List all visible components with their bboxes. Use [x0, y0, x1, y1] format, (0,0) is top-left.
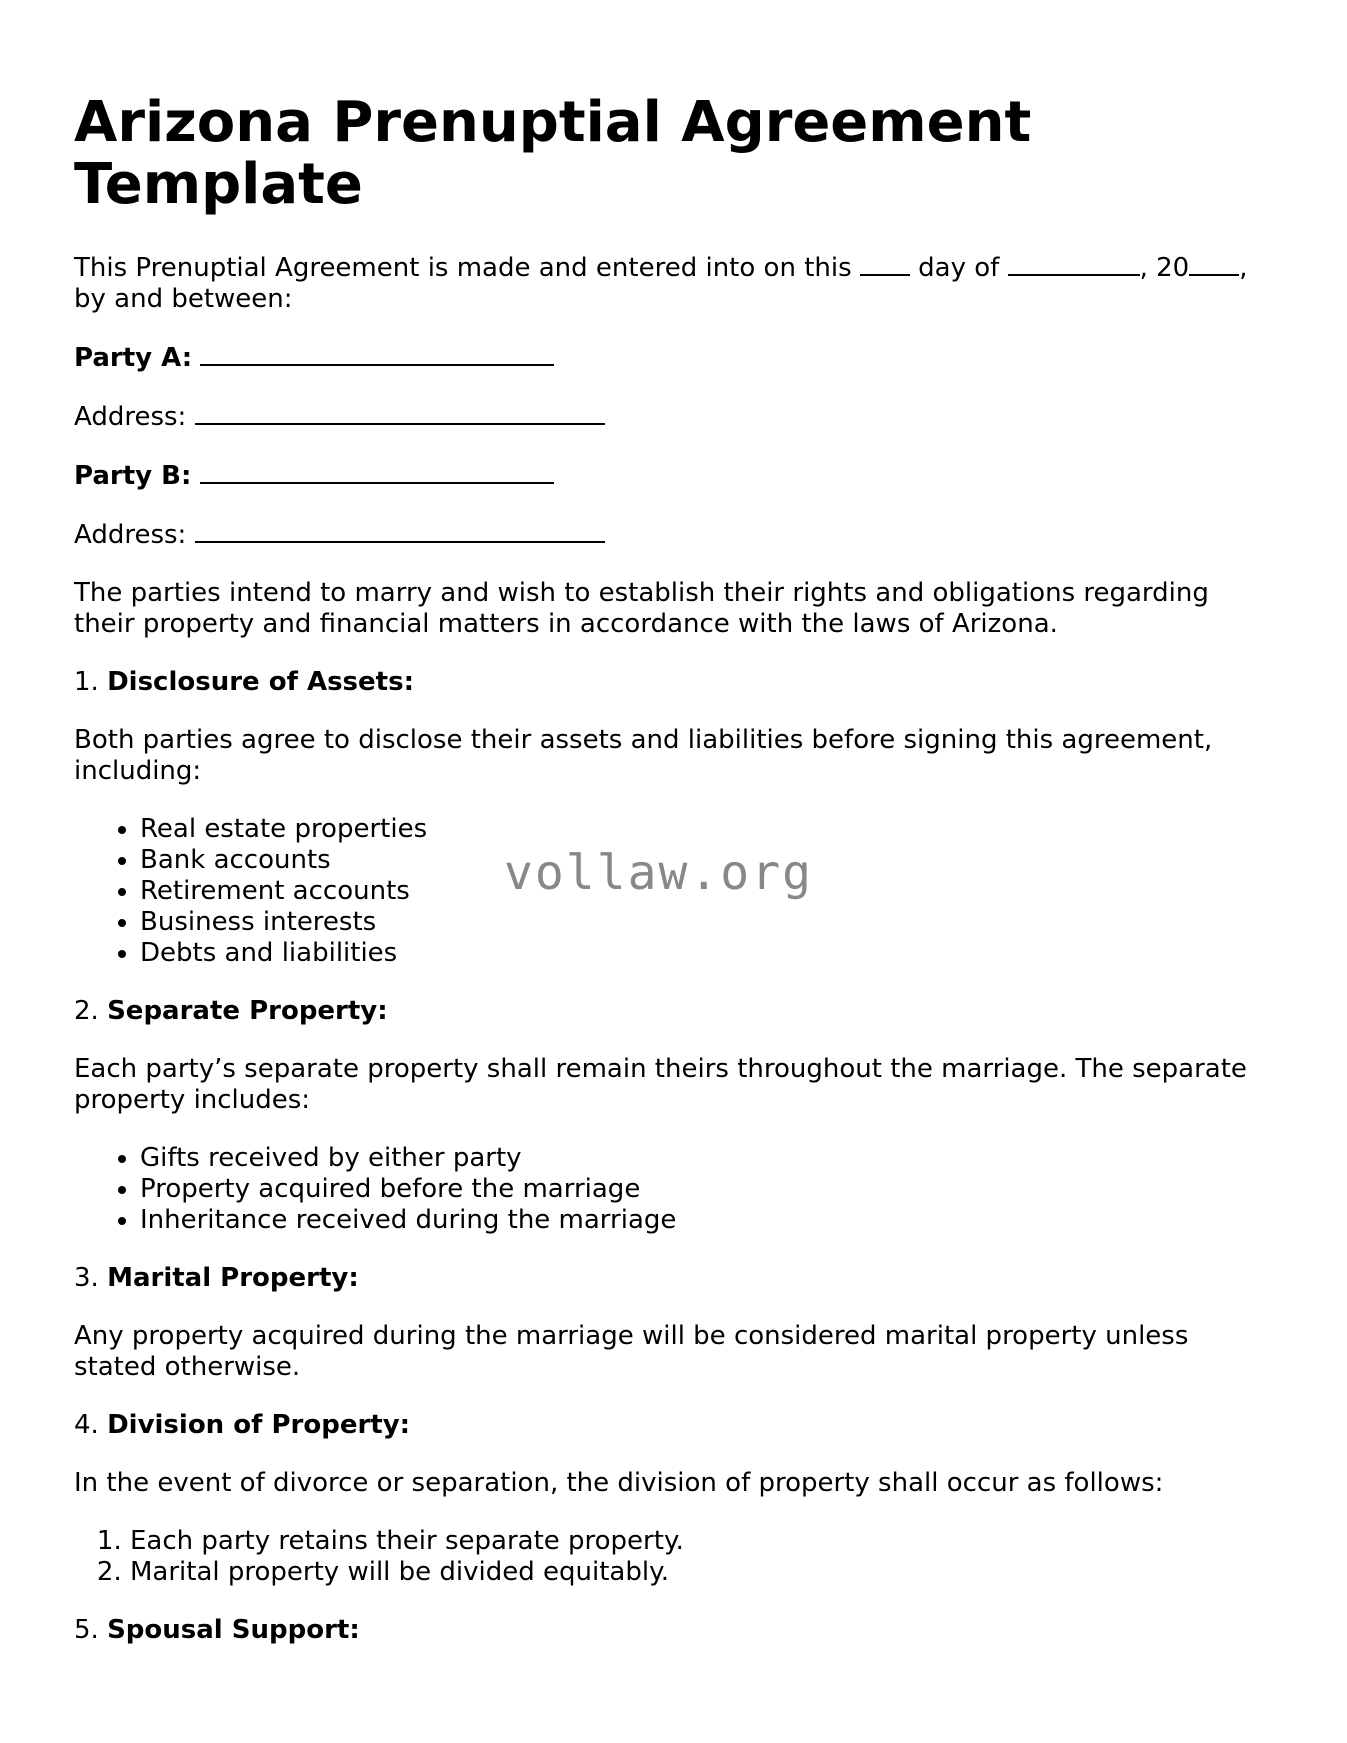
section-4-heading — [74, 1410, 1274, 1441]
watermark: vollaw.org — [504, 845, 813, 901]
list-item: • Property acquired before the marriage — [140, 1174, 1274, 1205]
list-item: • Gifts received by either party — [140, 1143, 1274, 1174]
month-blank[interactable] — [1008, 252, 1140, 276]
intro-text-3: , 20 — [1139, 253, 1190, 283]
section-3-body: Any property acquired during the marriage will be considered marital property unless stated otherwise. — [74, 1321, 1189, 1382]
purpose-paragraph: The parties intend to marry and wish to establish their rights and obligations regarding their property and financial matters in accordance with the laws of Arizona. — [74, 578, 1209, 639]
party-a-blank[interactable] — [200, 342, 554, 366]
section-number: 1. — [74, 667, 99, 697]
party-a-address-label: Address: — [74, 402, 187, 432]
list-item: 1. Each party retains their separate property. — [130, 1526, 1274, 1557]
section-number: 2. — [74, 996, 99, 1026]
section-3-heading — [74, 1263, 1274, 1294]
intro-text-4: , — [1239, 253, 1248, 283]
section-number: 3. — [74, 1263, 99, 1293]
intro-text-2: day of — [918, 253, 1000, 283]
party-b-label: Party B: — [74, 461, 192, 491]
party-a-line — [74, 342, 1274, 374]
list-item: • Real estate properties — [140, 814, 1274, 845]
section-4-body: In the event of divorce or separation, the division of property shall occur as follows: — [74, 1468, 1164, 1498]
division-list — [74, 1526, 1274, 1588]
section-title: Division of Property: — [107, 1410, 411, 1440]
list-item: • Retirement accounts — [140, 876, 1274, 907]
section-number: 5. — [74, 1615, 99, 1645]
party-a-address-line — [74, 401, 1274, 433]
list-item: 2. Marital property will be divided equitably. — [130, 1557, 1274, 1588]
list-item: • Inheritance received during the marriage — [140, 1205, 1274, 1236]
list-item: • Business interests — [140, 907, 1274, 938]
section-1-heading — [74, 667, 1274, 698]
section-5-heading — [74, 1615, 1274, 1646]
section-title: Disclosure of Assets: — [107, 667, 414, 697]
section-title: Marital Property: — [107, 1263, 359, 1293]
document-title: Arizona Prenuptial Agreement Template — [74, 90, 1032, 217]
separate-property-list — [74, 1143, 1274, 1236]
section-number: 4. — [74, 1410, 99, 1440]
section-1-body: Both parties agree to disclose their assets and liabilities before signing this agreement, including: — [74, 725, 1213, 786]
party-a-address-blank[interactable] — [195, 401, 605, 425]
section-2-body: Each party’s separate property shall remain theirs throughout the marriage. The separate property includes: — [74, 1054, 1247, 1115]
section-title: Separate Property: — [107, 996, 388, 1026]
section-2-heading — [74, 996, 1274, 1027]
section-title: Spousal Support: — [107, 1615, 360, 1645]
party-b-address-line — [74, 519, 1274, 551]
party-b-line — [74, 460, 1274, 492]
intro-text-5: by and between: — [74, 284, 293, 314]
party-b-address-label: Address: — [74, 520, 187, 550]
party-b-blank[interactable] — [200, 460, 554, 484]
list-item: • Debts and liabilities — [140, 938, 1274, 969]
intro-paragraph — [74, 252, 1274, 315]
party-b-address-blank[interactable] — [195, 519, 605, 543]
year-blank[interactable] — [1189, 252, 1239, 276]
list-item: • Bank accounts — [140, 845, 1274, 876]
day-blank[interactable] — [860, 252, 910, 276]
intro-text-1: This Prenuptial Agreement is made and entered into on this — [74, 253, 852, 283]
party-a-label: Party A: — [74, 343, 193, 373]
